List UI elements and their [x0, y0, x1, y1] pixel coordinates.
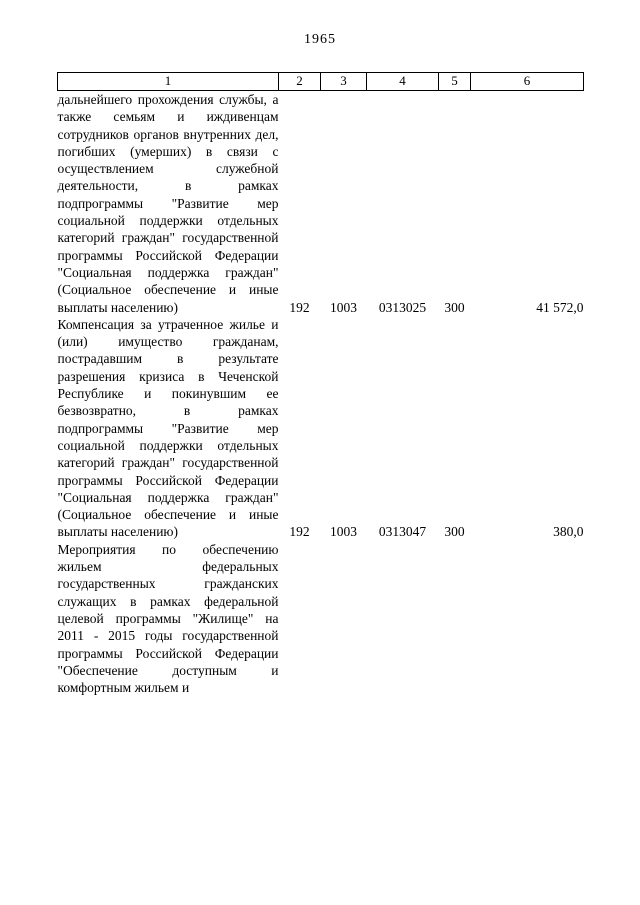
table-header-row [58, 73, 584, 91]
row-amount: 380,0 [553, 524, 584, 540]
budget-table [57, 72, 584, 696]
row-code-chapter: 192 [289, 524, 310, 540]
header-col-6: 6 [471, 73, 584, 91]
row-description: Мероприятия по обеспечению жильем федеральных государственных гражданских служащих в рамках федеральной целевой программы "Жилище" на 2011 - 2015 годы государственной программы Российской Федерации "Обеспечение доступным и комфортным жильем и [57, 541, 279, 696]
row-amount [471, 541, 584, 697]
row-amount: 41 572,0 [536, 299, 584, 315]
header-col-3: 3 [321, 73, 367, 91]
row-code-type [439, 541, 471, 697]
row-description: Компенсация за утраченное жилье и (или) имущество гражданам, пострадавшим в результате разрешения кризиса в Чеченской Республике и покинувшим ее безвозвратно, в рамках подпрограммы "Развитие мер социальной поддержки отдельных категорий граждан" государственной программы Российской Федерации "Социальная поддержка граждан" (Социальное обеспечение и иные выплаты населению) [57, 316, 279, 540]
row-code-type: 300 [444, 524, 465, 540]
header-col-1: 1 [58, 73, 279, 91]
row-code-type: 300 [444, 299, 465, 315]
row-description: дальнейшего прохождения службы, а также семьям и иждивенцам сотрудников органов внутренних дел, погибших (умерших) в связи с осуществлением служебной деятельности, в рамках подпрограммы "Развитие мер социальной поддержки отдельных категорий граждан" государственной программы Российской Федерации "Социальная поддержка граждан" (Социальное обеспечение и иные выплаты населению) [57, 92, 279, 315]
table-row [58, 541, 584, 697]
row-code-target: 0313047 [378, 524, 427, 540]
row-code-chapter: 192 [289, 299, 310, 315]
row-code-chapter [279, 541, 321, 697]
row-code-section: 1003 [330, 524, 357, 540]
row-code-section: 1003 [330, 299, 357, 315]
table-row [58, 316, 584, 541]
header-col-2: 2 [279, 73, 321, 91]
row-code-target: 0313025 [378, 299, 427, 315]
page-number: 1965 [304, 32, 336, 47]
header-col-5: 5 [439, 73, 471, 91]
row-code-target [367, 541, 439, 697]
table-row [58, 91, 584, 316]
row-code-section [321, 541, 367, 697]
header-col-4: 4 [367, 73, 439, 91]
